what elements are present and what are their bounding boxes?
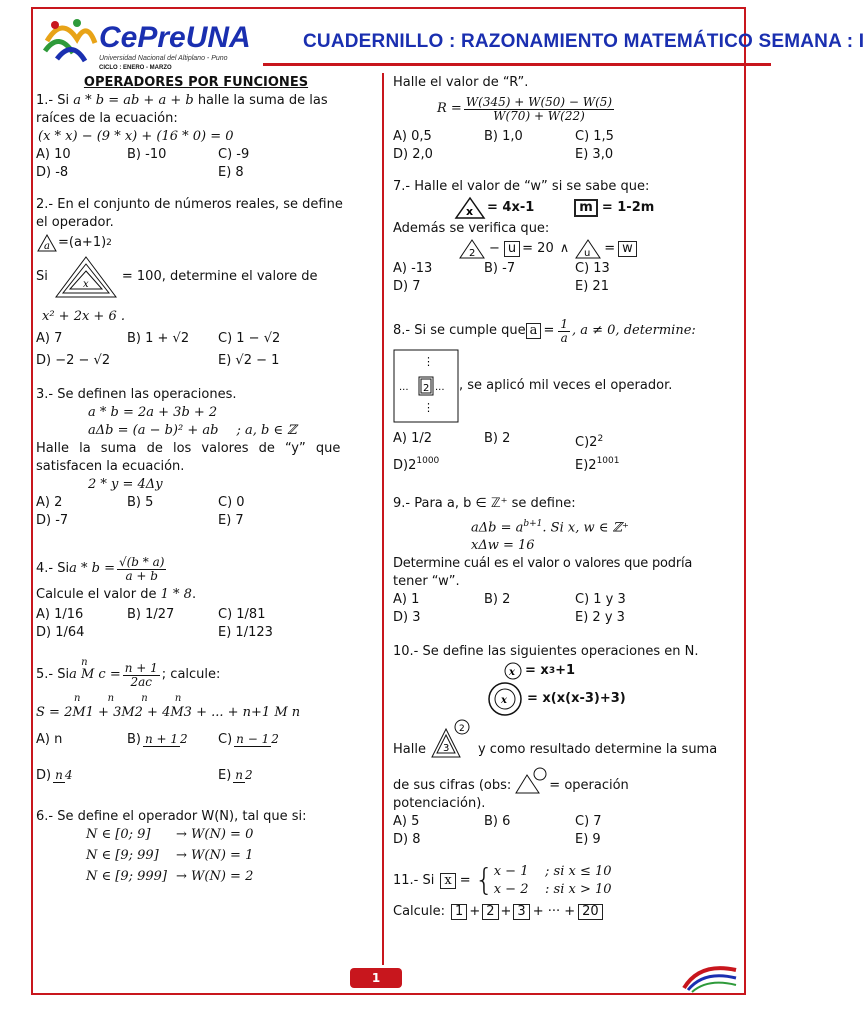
q3-option-d[interactable]: D) -7	[36, 513, 69, 528]
q8-line1b: , a ≠ 0, determine:	[571, 323, 696, 338]
q8-denominator: a	[560, 330, 568, 345]
q7-option-d[interactable]: D) 7	[393, 279, 421, 294]
page-title: CUADERNILLO : RAZONAMIENTO MATEMÁTICO SEMANA : I	[303, 31, 864, 52]
q8-option-b[interactable]: B) 2	[484, 431, 511, 446]
q5-numerator: n + 1	[124, 660, 158, 675]
q8-option-e-base: 2	[588, 457, 597, 473]
q10-line1: 10.- Se define las siguientes operaciones en N.	[393, 643, 699, 659]
q8-option-d[interactable]	[393, 452, 575, 474]
q2-expression: x² + 2x + 6 .	[42, 309, 125, 324]
q4-option-e[interactable]: E) 1/123	[218, 625, 273, 640]
q5-pre: 5.- Si	[36, 667, 70, 682]
cepreuna-logo	[37, 11, 277, 73]
q6-result-2: → W(N) = 1	[176, 848, 254, 863]
q8-fraction	[558, 318, 570, 345]
q5-sum-sups: n n n n	[74, 693, 182, 704]
q5-option-e-frac	[233, 769, 252, 783]
section-title: OPERADORES POR FUNCIONES	[83, 75, 309, 90]
q10-line3b: = operación	[549, 777, 629, 793]
q7-option-b[interactable]: B) -7	[484, 261, 516, 276]
q3-line2: Halle la suma de los valores de “y” que	[36, 441, 341, 456]
logo-subtitle: Universidad Nacional del Altiplano - Puno	[99, 55, 228, 62]
q5-option-c-den: 2	[271, 732, 279, 746]
q5-post: ; calcule:	[161, 667, 221, 682]
q2-def-exp: 2	[106, 238, 112, 248]
q11-pre: 11.- Si	[393, 872, 435, 888]
q10-option-e[interactable]: E) 9	[575, 831, 601, 847]
q3-equation-2: aΔb = (a − b)² + ab	[88, 423, 219, 438]
q3-option-c[interactable]: C) 0	[218, 495, 245, 510]
question-8	[393, 314, 715, 475]
q7-eq-d: u	[584, 248, 591, 259]
q7-eq-e: =	[604, 241, 616, 256]
triangle-circle-operator-icon	[430, 719, 474, 759]
q2-given: = 100, determine el valore de	[121, 269, 318, 284]
q1-option-d[interactable]: D) -8	[36, 165, 69, 180]
q2-line1: 2.- En el conjunto de números reales, se define	[36, 197, 343, 212]
q9-equation-1-exp: b+1	[523, 518, 543, 529]
triangle-operator-icon	[455, 197, 485, 219]
q6-case-3: N ∈ [9; 999]	[86, 869, 168, 884]
q11-box-3: 3	[513, 904, 529, 920]
header	[33, 9, 864, 79]
q7-eq-c: = 20	[522, 241, 554, 256]
q10-c-def: = x	[525, 662, 549, 678]
q5-lhs: a M c =	[69, 667, 121, 682]
q6-result-3: → W(N) = 2	[176, 869, 254, 884]
q10-c-var: x	[509, 666, 515, 678]
q8-option-a[interactable]: A) 1/2	[393, 431, 433, 446]
q5-option-e[interactable]	[218, 767, 255, 785]
q4-option-c[interactable]: C) 1/81	[218, 607, 266, 622]
q2-line2: el operador.	[36, 215, 114, 230]
q8-option-d-base: 2	[408, 457, 417, 473]
q10-option-a[interactable]: A) 5	[393, 813, 420, 829]
q11-box-var: x	[440, 873, 455, 889]
circle-operator-icon	[503, 662, 523, 680]
q9-option-e[interactable]: E) 2 y 3	[575, 609, 625, 625]
q4-line2b: .	[191, 587, 197, 602]
q5-option-b-num: n + 1	[145, 732, 179, 746]
q6-option-e[interactable]: E) 3,0	[575, 147, 614, 162]
q6-option-c[interactable]: C) 1,5	[575, 129, 614, 144]
q2-option-a[interactable]: A) 7	[36, 331, 63, 346]
q8-option-c-label: C)	[575, 435, 590, 451]
q10-c-post: +1	[555, 662, 576, 678]
q6-line1: 6.- Se define el operador W(N), tal que si:	[36, 809, 307, 824]
q4-option-a[interactable]: A) 1/16	[36, 607, 84, 622]
q2-si: Si	[36, 269, 48, 284]
q5-option-e-num: n	[235, 768, 244, 782]
q6-result-1: → W(N) = 0	[176, 827, 254, 842]
q11-plus-1: +	[469, 903, 481, 919]
q8-option-e[interactable]	[575, 452, 619, 474]
q4-pre: 4.- Si	[36, 561, 70, 576]
q5-denominator: 2ac	[130, 674, 153, 689]
q2-option-c[interactable]: C) 1 − √2	[218, 331, 281, 346]
question-3	[36, 386, 356, 530]
q1-option-b[interactable]: B) -10	[127, 147, 167, 162]
q7-eq-f: w	[618, 241, 637, 257]
question-6	[36, 808, 356, 886]
q8-numerator: 1	[560, 316, 568, 331]
question-7: 7.- Halle el valor de “w” si se sabe que: x = 4x-1 m = 1-2m Además se verifica que: 2 − u = 20 ∧ u = w A) -13 B) -7 C) 13 D) 7 E) 21	[393, 178, 715, 296]
q7-eq-b: u	[504, 241, 520, 257]
triangle-circle-power-icon	[515, 767, 549, 795]
question-11: 11.- Si x = { x − 1 ; si x ≤ 10 x − 2 : si x > 10 Calcule: 1 + 2 + 3 + ··· + 20	[393, 862, 612, 919]
q1-option-a[interactable]: A) 10	[36, 147, 71, 162]
q10-option-b[interactable]: B) 6	[484, 813, 511, 829]
q5-option-b-label: B)	[127, 732, 141, 747]
q8-hdots-right: ...	[435, 382, 445, 393]
q9-equation-1: aΔb = a	[471, 519, 524, 535]
q8-center: 2	[423, 383, 430, 394]
q3-option-e[interactable]: E) 7	[218, 513, 244, 528]
q10-c-exp: 3	[548, 665, 556, 676]
q7-option-c[interactable]: C) 13	[575, 261, 610, 276]
question-5	[36, 656, 356, 794]
q4-denominator: a + b	[125, 568, 158, 583]
q8-vdots-top: ⋮	[423, 355, 434, 368]
q10-halle: Halle	[393, 741, 426, 757]
logo-cycle: CICLO : ENERO - MARZO	[99, 65, 172, 71]
q6-r-fraction	[464, 96, 614, 123]
q8-eq: =	[543, 323, 555, 338]
q6-case-2: N ∈ [9; 99]	[86, 848, 159, 863]
q2-inner-var: x	[82, 279, 89, 290]
q5-option-c[interactable]	[218, 731, 281, 749]
q5-option-d-frac	[53, 769, 72, 783]
q4-option-d[interactable]: D) 1/64	[36, 625, 85, 640]
q3-option-a[interactable]: A) 2	[36, 495, 63, 510]
q6-option-d[interactable]: D) 2,0	[393, 147, 433, 162]
q3-domain: ; a, b ∈ ℤ	[236, 423, 297, 438]
question-2	[36, 196, 356, 370]
q8-hdots-left: ...	[399, 382, 409, 393]
q9-option-a[interactable]: A) 1	[393, 591, 420, 607]
q5-option-c-num: n − 1	[236, 732, 270, 746]
q5-option-e-label: E)	[218, 768, 232, 783]
q6-option-b[interactable]: B) 1,0	[484, 129, 523, 144]
q3-equation-1: a * b = 2a + 3b + 2	[88, 405, 218, 420]
q4-numerator: √(b * a)	[118, 554, 165, 569]
q1-equation: (x * x) − (9 * x) + (16 * 0) = 0	[38, 129, 234, 144]
q1-option-e[interactable]: E) 8	[218, 165, 244, 180]
q9-option-b[interactable]: B) 2	[484, 591, 511, 607]
q8-option-e-label: E)	[575, 457, 589, 473]
q8-option-d-label: D)	[393, 457, 409, 473]
q10-option-d[interactable]: D) 8	[393, 831, 421, 847]
question-6-continued	[393, 74, 715, 164]
question-1	[36, 92, 356, 182]
q5-option-c-label: C)	[218, 732, 233, 747]
column-divider	[382, 73, 384, 965]
q4-line2a: Calcule el valor de	[36, 587, 161, 602]
q9-line1: 9.- Para a, b ∈ ℤ⁺ se define:	[393, 495, 576, 511]
q10-line3a: de sus cifras (obs:	[393, 777, 512, 793]
q1-line1a: 1.- Si	[36, 93, 74, 108]
q7-and: ∧	[559, 241, 570, 256]
q9-equation-2: xΔw = 16	[471, 537, 535, 553]
q11-plus-2: +	[500, 903, 512, 919]
footer-logo-icon	[680, 960, 740, 994]
q8-line1a: 8.- Si se cumple que	[393, 323, 526, 338]
q7-eq-a: 2	[469, 248, 476, 259]
nested-boxes-icon	[393, 349, 459, 423]
q3-equation: 2 * y = 4Δy	[88, 477, 163, 492]
q5-sum: S = 2M1 + 3M2 + 4M3 + ... + n+1 M n	[36, 705, 301, 720]
q7-box-var: m	[574, 199, 598, 217]
q11-case-1: x − 1 ; si x ≤ 10	[493, 863, 612, 879]
q7-tri-var: x	[466, 205, 474, 218]
q11-box-20: 20	[578, 904, 603, 920]
q6-r-denominator: W(70) + W(22)	[493, 108, 585, 123]
q5-sup: n	[81, 657, 88, 668]
q4-fraction	[117, 556, 166, 583]
q8-option-e-exp: 1001	[596, 456, 620, 467]
q6-case-1: N ∈ [0; 9]	[86, 827, 151, 842]
q11-calcule: Calcule:	[393, 903, 446, 919]
q1-line2: raíces de la ecuación:	[36, 111, 178, 126]
q2-def-var: a	[44, 241, 50, 252]
q8-vdots-bottom: ⋮	[423, 401, 434, 414]
q8-option-d-exp: 1000	[416, 456, 440, 467]
q11-box-2: 2	[482, 904, 498, 920]
q7-line2: Además se verifica que:	[393, 221, 550, 236]
question-9	[393, 495, 715, 627]
q10-line2: y como resultado determine la suma	[477, 741, 718, 757]
q8-option-c-base: 2	[589, 435, 598, 451]
page-number: 1	[350, 968, 402, 988]
q5-option-e-den: 2	[245, 768, 253, 782]
right-column	[393, 74, 718, 923]
q2-option-e[interactable]: E) √2 − 1	[218, 353, 280, 368]
q5-option-c-frac	[234, 733, 279, 747]
q8-box-var: a	[526, 323, 542, 339]
q3-line3: satisfacen la ecuación.	[36, 459, 185, 474]
q6-line2: Halle el valor de “R”.	[393, 75, 529, 90]
q4-line2m: 1 * 8	[160, 587, 192, 602]
q8-option-c[interactable]	[575, 430, 603, 452]
nested-triangles-icon	[54, 255, 118, 299]
q7-line1: 7.- Halle el valor de “w” si se sabe que:	[393, 179, 650, 194]
q8-line2: , se aplicó mil veces el operador.	[459, 378, 673, 393]
q5-option-b-den: 2	[180, 732, 188, 746]
q9-equation-1-post: . Si x, w ∈ ℤ⁺	[542, 519, 629, 535]
q5-option-b-frac	[143, 733, 188, 747]
q3-line1: 3.- Se definen las operaciones.	[36, 387, 237, 402]
q10-cc-var: x	[501, 694, 507, 706]
question-4	[36, 552, 356, 642]
left-column	[36, 74, 356, 886]
q1-definition: a * b = ab + a + b	[73, 93, 194, 108]
q1-line1b: halle la suma de las	[193, 93, 328, 108]
logo-text: CePreUNA	[99, 21, 251, 54]
q2-option-b[interactable]: B) 1 + √2	[127, 331, 190, 346]
q5-option-b[interactable]	[127, 731, 218, 749]
q10-option-c[interactable]: C) 7	[575, 813, 602, 829]
q7-option-e[interactable]: E) 21	[575, 279, 609, 294]
q9-line3: tener “w”.	[393, 573, 460, 589]
q9-line2: Determine cuál es el valor o valores que podría	[393, 555, 693, 571]
q10-cc-def: = x(x(x-3)+3)	[527, 690, 626, 706]
q5-option-d-den: 4	[64, 768, 73, 782]
q2-definition: =(a+1)	[58, 235, 107, 250]
q10-line4: potenciación).	[393, 795, 486, 811]
q11-dots: + ··· +	[532, 903, 576, 919]
q8-option-c-exp: 2	[597, 434, 604, 444]
q1-option-c[interactable]: C) -9	[218, 147, 250, 162]
q2-option-d[interactable]: D) −2 − √2	[36, 353, 111, 368]
q5-option-d-label: D)	[36, 768, 52, 783]
q11-eq: =	[459, 872, 471, 888]
triangle-operator-icon	[459, 239, 485, 259]
q9-option-c[interactable]: C) 1 y 3	[575, 591, 626, 607]
q4-lhs: a * b =	[69, 561, 115, 576]
q10-circ-n: 2	[458, 723, 465, 734]
q7-tri-def: = 4x-1	[487, 200, 535, 215]
q7-box-def: = 1-2m	[601, 200, 655, 215]
q11-case-2: x − 2 : si x > 10	[493, 881, 612, 897]
q11-box-1: 1	[451, 904, 467, 920]
double-circle-operator-icon	[487, 682, 523, 716]
triangle-operator-icon	[575, 239, 601, 259]
q3-option-b[interactable]: B) 5	[127, 495, 154, 510]
q10-tri-n: 3	[442, 742, 450, 754]
question-10	[393, 643, 718, 849]
q5-fraction	[123, 662, 160, 689]
q6-option-a[interactable]: A) 0,5	[393, 129, 432, 144]
q6-r-numerator: W(345) + W(50) − W(5)	[465, 94, 613, 109]
q5-option-d-num: n	[55, 768, 63, 782]
triangle-operator-icon	[36, 233, 58, 253]
q5-option-d[interactable]	[36, 767, 218, 785]
q6-r-lhs: R =	[437, 101, 462, 116]
q4-option-b[interactable]: B) 1/27	[127, 607, 175, 622]
q9-option-d[interactable]: D) 3	[393, 609, 421, 625]
q5-option-a[interactable]: A) n	[36, 732, 63, 747]
header-rule	[263, 63, 771, 66]
q5-lhs-wrap	[69, 657, 121, 684]
q7-option-a[interactable]: A) -13	[393, 261, 433, 276]
